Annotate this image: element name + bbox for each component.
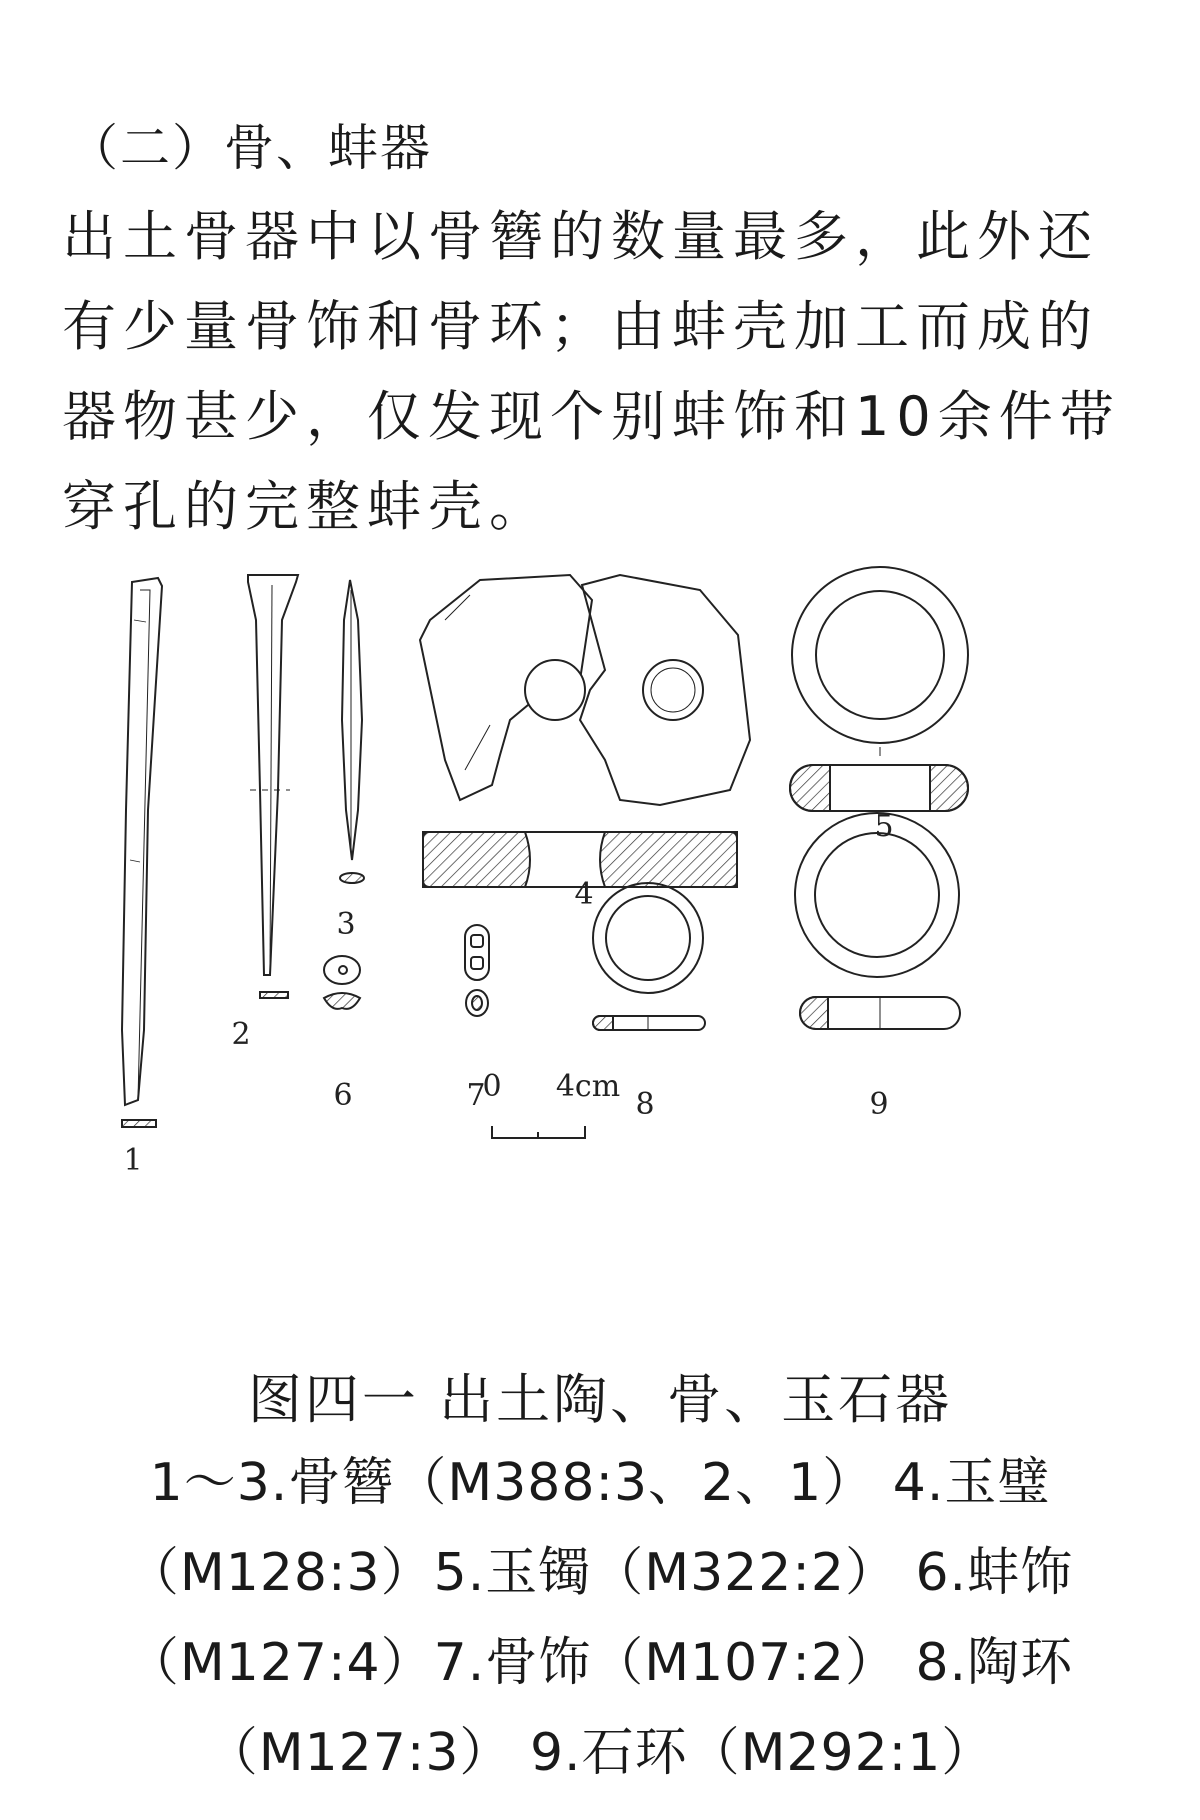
bone-hairpin-1-drawing <box>122 578 162 1127</box>
pottery-ring-drawing <box>593 883 705 1030</box>
body-paragraph: 出土骨器中以骨簪的数量最多，此外还有少量骨饰和骨环；由蚌壳加工而成的器物甚少，仅发现个别蚌饰和10余件带穿孔的完整蚌壳。 <box>62 205 1121 538</box>
caption-line-2: （M128:3）5.玉镯（M322:2） 6.蚌饰 <box>126 1543 1074 1603</box>
caption-title: 图四一 出土陶、骨、玉石器 <box>247 1368 953 1431</box>
item-number-1: 1 <box>123 1143 143 1178</box>
caption-line-4: （M127:3） 9.石环（M292:1） <box>205 1723 995 1783</box>
bone-ornament-drawing <box>465 925 489 1016</box>
artifact-drawing-figure <box>100 560 1150 1350</box>
item-number-9: 9 <box>869 1087 889 1122</box>
shell-ornament-drawing <box>324 956 360 1009</box>
item-number-2: 2 <box>231 1017 251 1052</box>
caption-line-3: （M127:4）7.骨饰（M107:2） 8.陶环 <box>126 1633 1074 1693</box>
jade-bracelet-drawing <box>790 567 968 811</box>
section-heading: （二）骨、蚌器 <box>68 119 432 177</box>
item-number-4: 4 <box>574 877 594 912</box>
jade-bi-drawing <box>420 575 750 887</box>
item-number-5: 5 <box>874 809 894 844</box>
caption-line-1: 1～3.骨簪（M388:3、2、1） 4.玉璧 <box>149 1453 1051 1513</box>
item-number-7: 7 <box>466 1078 486 1113</box>
item-number-3: 3 <box>336 907 356 942</box>
item-number-8: 8 <box>635 1087 655 1122</box>
scale-end-label: 4cm <box>555 1069 621 1104</box>
bone-hairpin-3-drawing <box>340 580 364 883</box>
bone-hairpin-2-drawing <box>248 575 298 998</box>
figure-caption <box>0 1362 1200 1798</box>
item-number-6: 6 <box>333 1078 353 1113</box>
scale-bar <box>492 1126 585 1138</box>
scale-start-label: 0 <box>482 1069 502 1104</box>
stone-ring-drawing <box>795 813 960 1029</box>
